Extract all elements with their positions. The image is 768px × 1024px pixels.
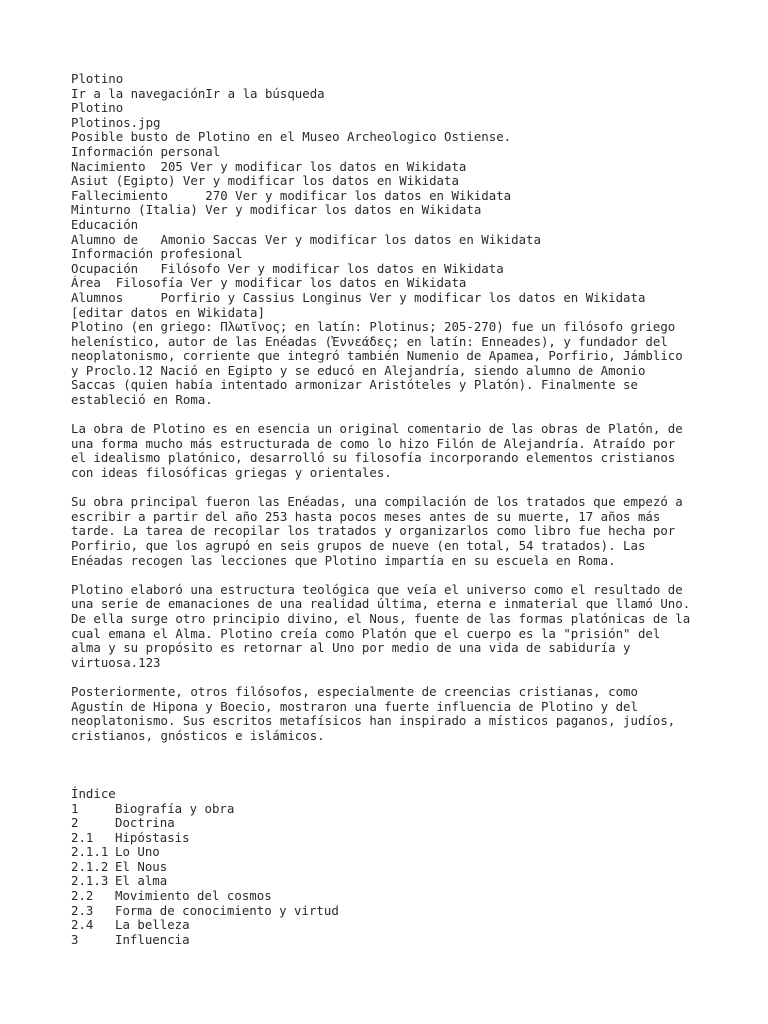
image-filename[interactable]: Plotinos.jpg: [71, 114, 161, 130]
toc-item[interactable]: [71, 918, 751, 933]
table-of-contents: [71, 787, 751, 948]
death-place-row: Minturno (Italia) Ver y modificar los datos en Wikidata: [71, 202, 482, 218]
spacer: [71, 758, 751, 787]
toc-item[interactable]: [71, 860, 751, 875]
edit-wikidata-link[interactable]: [editar datos en Wikidata]: [71, 304, 265, 320]
paragraph-line: una forma mucho más estructurada de como lo hizo Filón de Alejandría. Atraído por: [71, 435, 676, 451]
paragraph-work: [71, 422, 751, 480]
toc-label: Biografía y obra: [115, 800, 235, 816]
toc-number: 1: [71, 800, 79, 816]
toc-number: 2.1.2: [71, 858, 109, 874]
document-page: [71, 72, 751, 947]
toc-label: El Nous: [115, 858, 168, 874]
paragraph-line: Porfirio, que los agrupó en seis grupos de nueve (en total, 54 tratados). Las: [71, 538, 646, 553]
paragraph-line: cristianos, gnósticos e islámicos.: [71, 727, 325, 743]
toc-label: Lo Uno: [115, 844, 160, 860]
section-education: Educación: [71, 216, 139, 232]
birth-date-row: Nacimiento 205 Ver y modificar los datos en Wikidata: [71, 158, 467, 174]
toc-number: 2: [71, 815, 79, 831]
toc-item[interactable]: [71, 889, 751, 904]
paragraph-line: Agustín de Hipona y Boecio, mostraron una fuerte influencia de Plotino y del: [71, 698, 638, 714]
paragraph-enneads: [71, 495, 751, 568]
toc-number: 2.3: [71, 902, 94, 918]
infobox-title: Plotino: [71, 100, 124, 116]
paragraph-line: el idealismo platónico, desarrolló su filosofía incorporando elementos cristianos: [71, 450, 676, 466]
toc-label: Doctrina: [115, 815, 175, 831]
toc-label: Hipóstasis: [115, 829, 190, 845]
section-professional-info: Información profesional: [71, 246, 243, 262]
birth-place-row: Asiut (Egipto) Ver y modificar los datos en Wikidata: [71, 173, 459, 189]
toc-label: La belleza: [115, 917, 190, 933]
toc-item[interactable]: [71, 845, 751, 860]
paragraph-influence: [71, 685, 751, 743]
paragraph-line: cual emana el Alma. Plotino creía como Platón que el cuerpo es la "prisión" del: [71, 625, 661, 641]
toc-number: 2.4: [71, 917, 94, 933]
student-of-row: Alumno de Amonio Saccas Ver y modificar los datos en Wikidata: [71, 231, 541, 247]
paragraph-line: helenístico, autor de las Enéadas (Ἐννεάδες; en latín: Enneades), y fundador del: [71, 333, 668, 349]
toc-label: El alma: [115, 873, 168, 889]
toc-number: 2.1: [71, 829, 94, 845]
paragraph-line: estableció en Roma.: [71, 392, 213, 408]
toc-item[interactable]: [71, 874, 751, 889]
toc-number: 3: [71, 931, 79, 947]
paragraph-line: Plotino elaboró una estructura teológica que veía el universo como el resultado de: [71, 581, 683, 597]
paragraph-intro: [71, 320, 751, 408]
death-date-row: Fallecimiento 270 Ver y modificar los datos en Wikidata: [71, 187, 512, 203]
skip-links[interactable]: Ir a la navegaciónIr a la búsqueda: [71, 85, 325, 101]
paragraph-line: escribir a partir del año 253 hasta pocos meses antes de su muerte, 17 años más: [71, 508, 661, 524]
paragraph-line: La obra de Plotino es en esencia un original comentario de las obras de Platón, de: [71, 421, 683, 437]
area-row: Área Filosofía Ver y modificar los datos en Wikidata: [71, 275, 467, 291]
toc-label: Influencia: [115, 931, 190, 947]
paragraph-line: y Proclo.12 Nació en Egipto y se educó en Alejandría, siendo alumno de Amonio: [71, 362, 646, 378]
paragraph-line: neoplatonismo. Sus escritos metafísicos han inspirado a místicos paganos, judíos,: [71, 713, 676, 729]
toc-title: Índice: [71, 785, 116, 801]
paragraph-line: tarde. La tarea de recopilar los tratados y organizarlos como libro fue hecha por: [71, 523, 676, 539]
toc-item[interactable]: [71, 816, 751, 831]
students-row: Alumnos Porfirio y Cassius Longinus Ver y modificar los datos en Wikidata: [71, 289, 646, 305]
toc-number: 2.1.1: [71, 844, 109, 860]
article-title: Plotino: [71, 71, 124, 86]
paragraph-line: Su obra principal fueron las Enéadas, una compilación de los tratados que empezó a: [71, 494, 683, 510]
toc-item[interactable]: [71, 831, 751, 846]
toc-number: 2.1.3: [71, 873, 109, 889]
paragraph-theology: [71, 583, 751, 671]
toc-label: Movimiento del cosmos: [115, 888, 272, 904]
paragraph-line: virtuosa.123: [71, 654, 161, 670]
paragraph-line: con ideas filosóficas griegas y orientales.: [71, 465, 392, 481]
infobox-header: [71, 72, 751, 320]
paragraph-line: Enéadas recogen las lecciones que Plotino impartía en su escuela en Roma.: [71, 552, 616, 568]
paragraph-line: Posteriormente, otros filósofos, especialmente de creencias cristianas, como: [71, 683, 638, 699]
paragraph-line: alma y su propósito es retornar al Uno por medio de una vida de sabiduría y: [71, 640, 631, 656]
paragraph-line: Plotino (en griego: Πλωτῖνος; en latín: Plotinus; 205-270) fue un filósofo griego: [71, 319, 676, 335]
section-personal-info: Información personal: [71, 143, 221, 159]
occupation-row: Ocupación Filósofo Ver y modificar los datos en Wikidata: [71, 260, 504, 276]
toc-item[interactable]: [71, 933, 751, 948]
toc-item[interactable]: [71, 802, 751, 817]
toc-number: 2.2: [71, 888, 94, 904]
toc-item[interactable]: [71, 904, 751, 919]
paragraph-line: Saccas (quien había intentado armonizar Aristóteles y Platón). Finalmente se: [71, 377, 638, 393]
paragraph-line: una serie de emanaciones de una realidad última, eterna e inmaterial que llamó Uno.: [71, 596, 691, 612]
paragraph-line: De ella surge otro principio divino, el Nous, fuente de las formas platónicas de la: [71, 610, 691, 626]
paragraph-line: neoplatonismo, corriente que integró también Numenio de Apamea, Porfirio, Jámblico: [71, 348, 683, 364]
image-caption: Posible busto de Plotino en el Museo Archeologico Ostiense.: [71, 129, 512, 145]
toc-label: Forma de conocimiento y virtud: [115, 902, 339, 918]
